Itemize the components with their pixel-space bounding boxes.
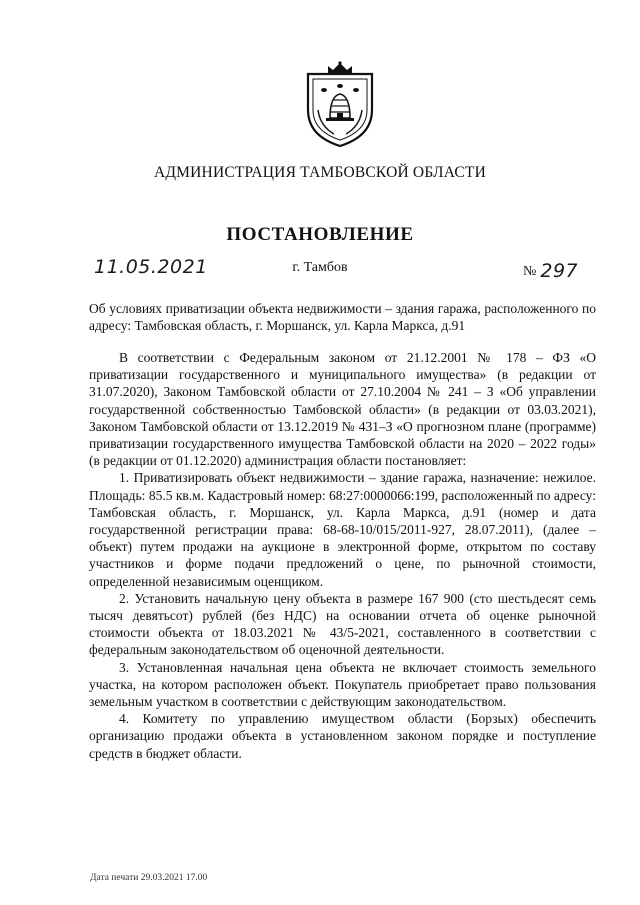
- document-number: 297: [540, 260, 579, 282]
- number-prefix: №: [523, 264, 537, 279]
- document-subject: Об условиях приватизации объекта недвижимости – здания гаража, расположенного по адресу: Тамбовская область, г. Моршанск, ул. Карла Маркса, д.91: [89, 301, 596, 334]
- document-date: 11.05.2021: [94, 256, 208, 278]
- document-type-title: ПОСТАНОВЛЕНИЕ: [226, 224, 414, 245]
- preamble-paragraph: В соответствии с Федеральным законом от 21.12.2001 № 178 – ФЗ «О приватизации государственного и муниципального имущества» (в редакции от 31.07.2020), Законом Тамбовской области от 27.10.2004 № 241 – З «Об управлении государственной собственностью Тамбовской области» (в редакции от 03.03.2021), Законом Тамбовской области от 13.12.2019 № 431–З «О прогнозном плане (программе) приватизации государственного имущества Тамбовской области на 2020 – 2022 годы» (в редакции от 01.12.2020) администрация области постановляет:: [89, 350, 596, 469]
- clause-paragraph-1: 1. Приватизировать объект недвижимости – здание гаража, назначение: нежилое. Площадь: 85.5 кв.м. Кадастровый номер: 68:27:0000066:199, расположенный по адресу: Тамбовская область, г. Моршанск, ул. Карла Маркса, д.91 (номер и дата государственной регистрации права: 68-68-10/015/2011-927, 28.07.2011), (далее – объект) путем продажи на аукционе в электронной форме, открытом по составу участников и форме подачи предложений о цене, по рыночной стоимости, определенной независимым оценщиком.: [89, 470, 596, 589]
- coat-of-arms-emblem: [300, 60, 380, 148]
- clause-paragraph-4: 4. Комитету по управлению имуществом области (Борзых) обеспечить организацию продажи объекта в установленном законом порядке и поступление средств в бюджет области.: [89, 711, 596, 761]
- authority-name: АДМИНИСТРАЦИЯ ТАМБОВСКОЙ ОБЛАСТИ: [154, 164, 486, 181]
- print-date-footer: Дата печати 29.03.2021 17.00: [90, 873, 208, 883]
- document-body: [89, 349, 596, 762]
- clause-paragraph-3: 3. Установленная начальная цена объекта не включает стоимость земельного участка, на котором расположен объект. Покупатель приобретает право пользования земельным участком в соответствии с действующим законодательством.: [89, 659, 596, 710]
- clause-paragraph-2: 2. Установить начальную цену объекта в размере 167 900 (сто шестьдесят семь тысяч девятьсот) рублей (без НДС) на основании отчета об оценке рыночной стоимости объекта от 18.03.2021 № 43/5-2021, составленного в соответствии с федеральным законодательством об оценочной деятельности.: [89, 590, 596, 658]
- document-number-field: [523, 258, 578, 280]
- document-city: г. Тамбов: [292, 260, 348, 275]
